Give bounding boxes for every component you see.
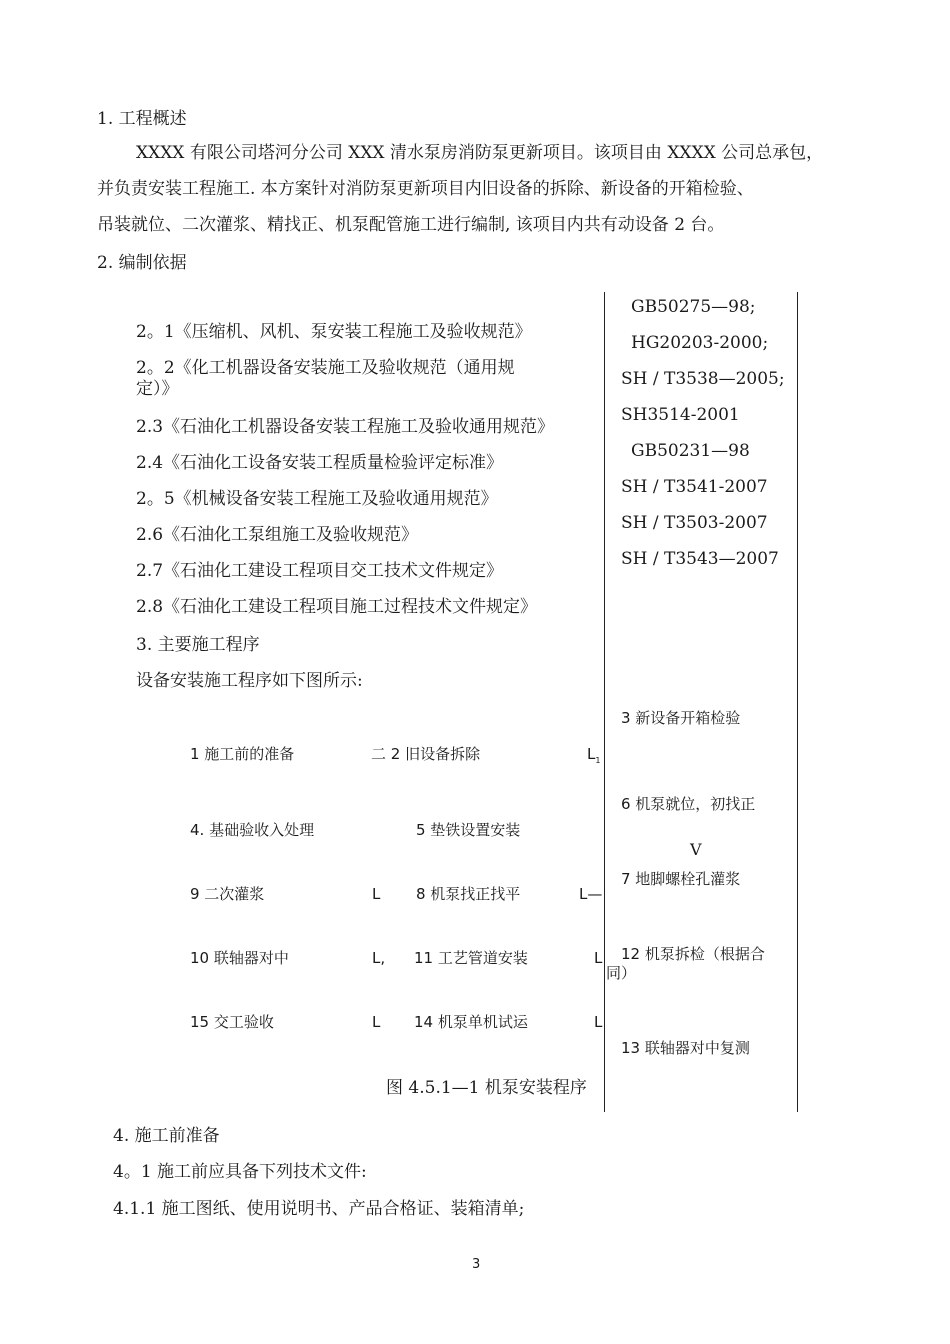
section-1-paragraph-line-1: XXXX 有限公司塔河分公司 XXX 清水泵房消防泵更新项目。该项目由 XXXX 公司总承包，	[136, 143, 824, 163]
standard-item: 2。1《压缩机、风机、泵安装工程施工及验收规范》	[136, 322, 532, 342]
flow-step-13: 13 联轴器对中复测	[621, 1039, 750, 1057]
flow-arrow-l10: L,	[372, 949, 386, 967]
standard-item: 2.6《石油化工泵组施工及验收规范》	[136, 525, 419, 545]
standard-code: HG20203-2000;	[631, 333, 769, 353]
flow-arrow-l1: $L_1$	[587, 745, 601, 765]
standard-item: 2.8《石油化工建设工程项目施工过程技术文件规定》	[136, 597, 538, 617]
flow-arrow-l14: L	[594, 1013, 603, 1031]
section-1-paragraph-line-2: 并负责安装工程施工. 本方案针对消防泵更新项目内旧设备的拆除、新设备的开箱检验、	[97, 179, 754, 199]
flow-step-8: 8 机泵找正找平	[416, 885, 521, 903]
flow-step-2: 二 2 旧设备拆除	[371, 745, 481, 763]
standard-code: SH / T3541-2007	[621, 477, 768, 497]
standard-item: 2.3《石油化工机器设备安装工程施工及验收通用规范》	[136, 417, 555, 437]
section-3-heading: 3. 主要施工程序	[136, 635, 260, 655]
standard-code: SH / T3538—2005;	[621, 369, 785, 389]
left-vertical-rule	[604, 292, 605, 1112]
section-4-1-1: 4.1.1 施工图纸、使用说明书、产品合格证、装箱清单;	[113, 1199, 525, 1219]
standard-item: 2.4《石油化工设备安装工程质量检验评定标准》	[136, 453, 504, 473]
flow-step-5: 5 垫铁设置安装	[416, 821, 521, 839]
standard-code: SH3514-2001	[621, 405, 740, 425]
flow-step-14: 14 机泵单机试运	[414, 1013, 528, 1031]
section-4-1: 4。1 施工前应具备下列技术文件:	[113, 1162, 367, 1182]
section-1-heading: 1. 工程概述	[97, 109, 187, 129]
flow-step-6: 6 机泵就位，初找正	[621, 795, 756, 813]
flow-step-12: 12 机泵拆检（根据合	[621, 945, 765, 963]
flow-step-4: 4. 基础验收入处理	[190, 821, 315, 839]
flow-arrow-l15: L	[372, 1013, 381, 1031]
right-vertical-rule	[797, 292, 798, 1112]
standard-item: 2。2《化工机器设备安装施工及验收规范（通用规	[136, 358, 515, 378]
standard-code: GB50275—98;	[631, 297, 756, 317]
flow-step-1: 1 施工前的准备	[190, 745, 295, 763]
flow-step-7: 7 地脚螺栓孔灌浆	[621, 870, 741, 888]
section-1-paragraph-line-3: 吊装就位、二次灌浆、精找正、机泵配管施工进行编制, 该项目内共有动设备 2 台。	[97, 215, 725, 235]
section-3-intro: 设备安装施工程序如下图所示:	[136, 671, 363, 691]
flow-step-15: 15 交工验收	[190, 1013, 274, 1031]
flow-step-3: 3 新设备开箱检验	[621, 709, 741, 727]
flow-step-9: 9 二次灌浆	[190, 885, 265, 903]
flow-arrow-l8: L—	[579, 885, 603, 903]
standard-item: 2.7《石油化工建设工程项目交工技术文件规定》	[136, 561, 504, 581]
section-2-heading: 2. 编制依据	[97, 253, 187, 273]
standard-item: 2。5《机械设备安装工程施工及验收通用规范》	[136, 489, 498, 509]
page-number: 3	[472, 1257, 481, 1272]
figure-caption: 图 4.5.1—1 机泵安装程序	[386, 1078, 587, 1098]
flow-step-11: 11 工艺管道安装	[414, 949, 528, 967]
standard-code: SH / T3503-2007	[621, 513, 768, 533]
standard-code: SH / T3543—2007	[621, 549, 779, 569]
flow-step-12-cont: 同）	[606, 964, 637, 982]
flow-arrow-l9: L	[372, 885, 381, 903]
flow-step-10: 10 联轴器对中	[190, 949, 289, 967]
standard-code: GB50231—98	[631, 441, 750, 461]
flow-arrow-down: V	[690, 840, 702, 859]
flow-arrow-l11: L	[594, 949, 603, 967]
standard-item: 定）》	[136, 379, 179, 399]
section-4-heading: 4. 施工前准备	[113, 1126, 220, 1146]
